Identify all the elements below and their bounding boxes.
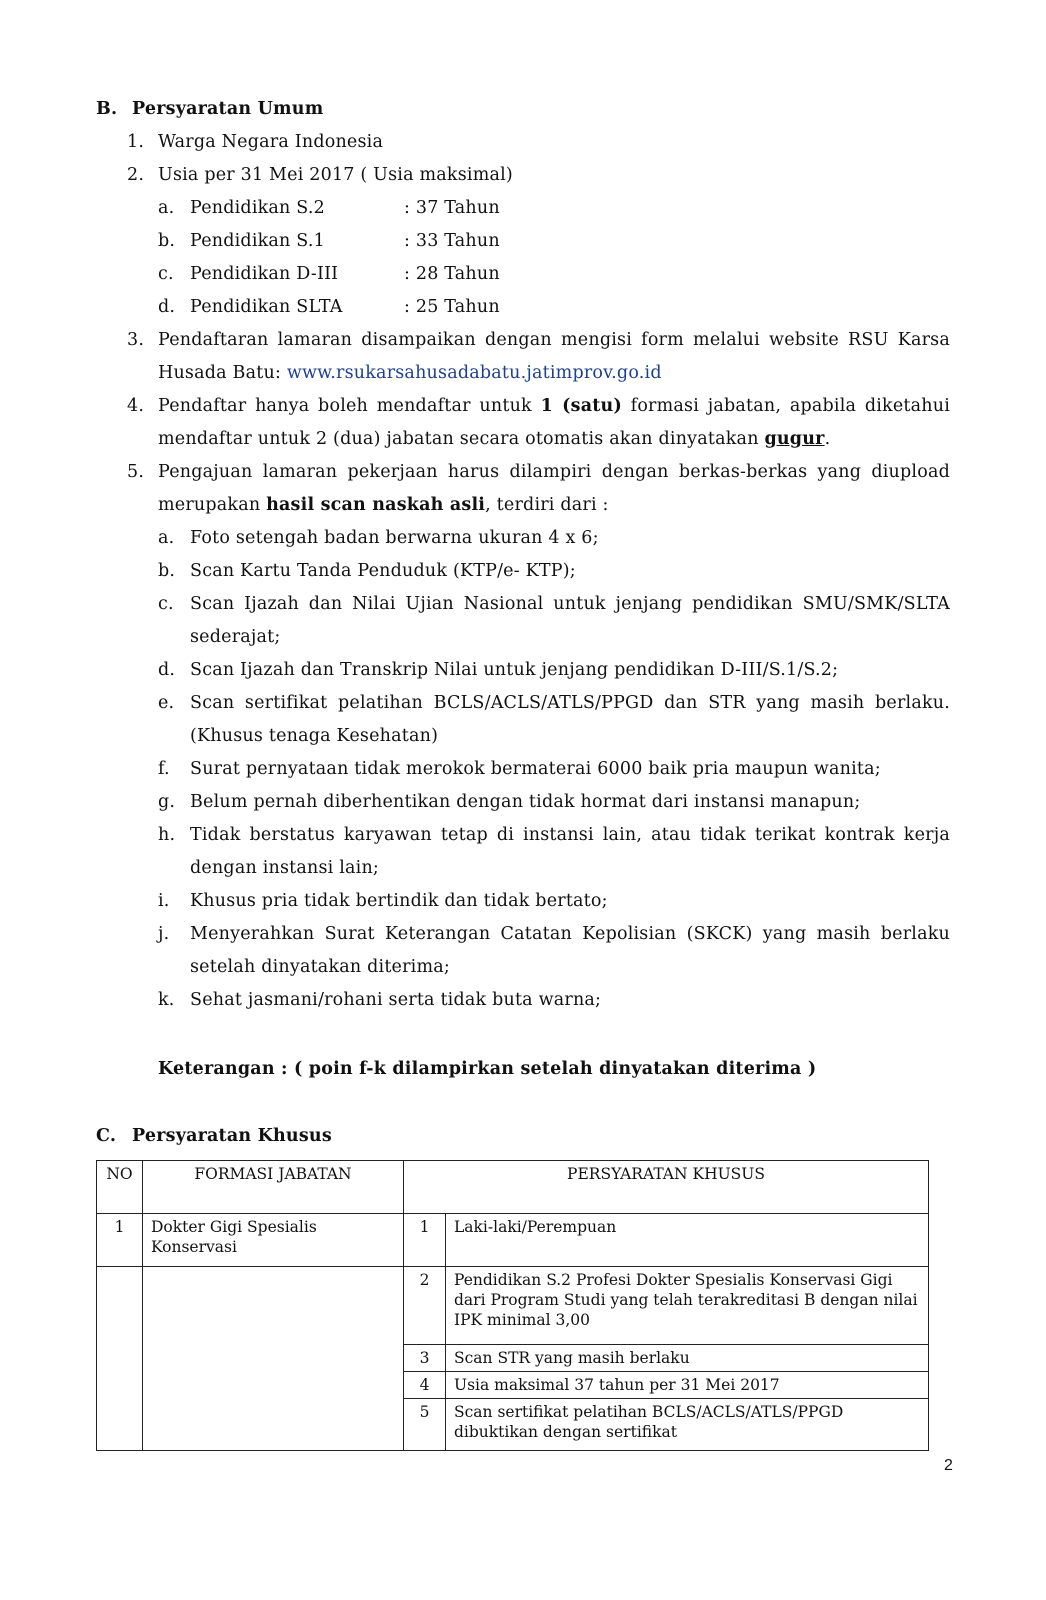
item-text: Warga Negara Indonesia bbox=[158, 132, 384, 152]
sub-text-cont: sederajat; bbox=[190, 627, 281, 647]
header-formasi: FORMASI JABATAN bbox=[143, 1161, 404, 1214]
sub-letter: g. bbox=[158, 792, 176, 812]
age-label: Pendidikan S.2 bbox=[190, 198, 325, 218]
section-c-title: Persyaratan Khusus bbox=[132, 1126, 332, 1146]
sub-text: Scan sertifikat pelatihan BCLS/ACLS/ATLS/PPGD dan STR yang masih berlaku. bbox=[190, 693, 950, 713]
sub-letter: i. bbox=[158, 891, 170, 911]
age-value: : 28 Tahun bbox=[404, 264, 500, 284]
empty-formasi-cell bbox=[143, 1267, 404, 1451]
req-number: 1 bbox=[404, 1214, 446, 1267]
age-value: : 33 Tahun bbox=[404, 231, 500, 251]
item-text: Usia per 31 Mei 2017 ( Usia maksimal) bbox=[158, 165, 513, 185]
sub-text: Sehat jasmani/rohani serta tidak buta warna; bbox=[190, 990, 602, 1010]
item-text: Pengajuan lamaran pekerjaan harus dilampiri dengan berkas-berkas yang diupload bbox=[158, 462, 950, 482]
sub-text: Menyerahkan Surat Keterangan Catatan Kepolisian (SKCK) yang masih berlaku bbox=[190, 924, 950, 944]
req-number: 2 bbox=[404, 1267, 446, 1345]
req-text: Pendidikan S.2 Profesi Dokter Spesialis Konservasi Gigi dari Program Studi yang telah terakreditasi B dengan nilai IPK minimal 3,00 bbox=[446, 1267, 929, 1345]
age-label: Pendidikan D-III bbox=[190, 264, 339, 284]
item-number: 1. bbox=[127, 132, 145, 152]
age-label: Pendidikan SLTA bbox=[190, 297, 343, 317]
header-no: NO bbox=[97, 1161, 143, 1214]
requirements-table bbox=[96, 1160, 929, 1451]
sub-letter: b. bbox=[158, 231, 176, 251]
req-text: Usia maksimal 37 tahun per 31 Mei 2017 bbox=[446, 1372, 929, 1399]
sub-text: Tidak berstatus karyawan tetap di instansi lain, atau tidak terikat kontrak kerja bbox=[190, 825, 950, 845]
keterangan-note: Keterangan : ( poin f-k dilampirkan setelah dinyatakan diterima ) bbox=[158, 1059, 817, 1079]
table-row bbox=[97, 1267, 929, 1345]
sub-text: Scan Ijazah dan Nilai Ujian Nasional untuk jenjang pendidikan SMU/SMK/SLTA bbox=[190, 594, 950, 614]
sub-text-cont: (Khusus tenaga Kesehatan) bbox=[190, 726, 439, 746]
sub-letter: f. bbox=[158, 759, 170, 779]
sub-letter: k. bbox=[158, 990, 175, 1010]
item-text-cont: merupakan hasil scan naskah asli, terdiri dari : bbox=[158, 495, 609, 515]
sub-letter: h. bbox=[158, 825, 176, 845]
req-number: 3 bbox=[404, 1345, 446, 1372]
section-c-letter: C. bbox=[96, 1126, 117, 1146]
table-header-row bbox=[97, 1161, 929, 1214]
sub-letter: d. bbox=[158, 297, 176, 317]
page-number: 2 bbox=[944, 1457, 953, 1474]
sub-letter: j. bbox=[158, 924, 170, 944]
item-text: Pendaftar hanya boleh mendaftar untuk 1 (satu) formasi jabatan, apabila diketahui bbox=[158, 396, 950, 416]
formasi-cell: Dokter Gigi Spesialis Konservasi bbox=[143, 1214, 404, 1267]
req-text: Scan sertifikat pelatihan BCLS/ACLS/ATLS/PPGD dibuktikan dengan sertifikat bbox=[446, 1399, 929, 1451]
sub-letter: d. bbox=[158, 660, 176, 680]
item-number: 3. bbox=[127, 330, 145, 350]
sub-letter: b. bbox=[158, 561, 176, 581]
req-text: Laki-laki/Perempuan bbox=[446, 1214, 929, 1267]
sub-letter: e. bbox=[158, 693, 175, 713]
sub-letter: c. bbox=[158, 594, 174, 614]
sub-text: Surat pernyataan tidak merokok bermaterai 6000 baik pria maupun wanita; bbox=[190, 759, 881, 779]
sub-letter: a. bbox=[158, 198, 175, 218]
age-value: : 37 Tahun bbox=[404, 198, 500, 218]
header-persyaratan: PERSYARATAN KHUSUS bbox=[404, 1161, 929, 1214]
table-row bbox=[97, 1214, 929, 1267]
age-label: Pendidikan S.1 bbox=[190, 231, 325, 251]
req-number: 4 bbox=[404, 1372, 446, 1399]
item-text: Pendaftaran lamaran disampaikan dengan mengisi form melalui website RSU Karsa bbox=[158, 330, 950, 350]
row-no: 1 bbox=[97, 1214, 143, 1267]
item-number: 2. bbox=[127, 165, 145, 185]
sub-letter: a. bbox=[158, 528, 175, 548]
sub-text: Scan Kartu Tanda Penduduk (KTP/e- KTP); bbox=[190, 561, 576, 581]
sub-letter: c. bbox=[158, 264, 174, 284]
age-value: : 25 Tahun bbox=[404, 297, 500, 317]
empty-no-cell bbox=[97, 1267, 143, 1451]
sub-text-cont: dengan instansi lain; bbox=[190, 858, 380, 878]
item-text-cont: Husada Batu: www.rsukarsahusadabatu.jatimprov.go.id bbox=[158, 363, 662, 383]
sub-text: Belum pernah diberhentikan dengan tidak hormat dari instansi manapun; bbox=[190, 792, 861, 812]
item-number: 4. bbox=[127, 396, 145, 416]
sub-text-cont: setelah dinyatakan diterima; bbox=[190, 957, 450, 977]
req-text: Scan STR yang masih berlaku bbox=[446, 1345, 929, 1372]
sub-text: Khusus pria tidak bertindik dan tidak bertato; bbox=[190, 891, 608, 911]
website-link[interactable]: www.rsukarsahusadabatu.jatimprov.go.id bbox=[286, 363, 662, 383]
sub-text: Scan Ijazah dan Transkrip Nilai untuk jenjang pendidikan D-III/S.1/S.2; bbox=[190, 660, 839, 680]
section-b-letter: B. bbox=[96, 99, 118, 119]
sub-text: Foto setengah badan berwarna ukuran 4 x 6; bbox=[190, 528, 599, 548]
section-b-title: Persyaratan Umum bbox=[132, 99, 324, 119]
item-text-cont: mendaftar untuk 2 (dua) jabatan secara otomatis akan dinyatakan gugur. bbox=[158, 429, 831, 449]
req-number: 5 bbox=[404, 1399, 446, 1451]
item-number: 5. bbox=[127, 462, 145, 482]
